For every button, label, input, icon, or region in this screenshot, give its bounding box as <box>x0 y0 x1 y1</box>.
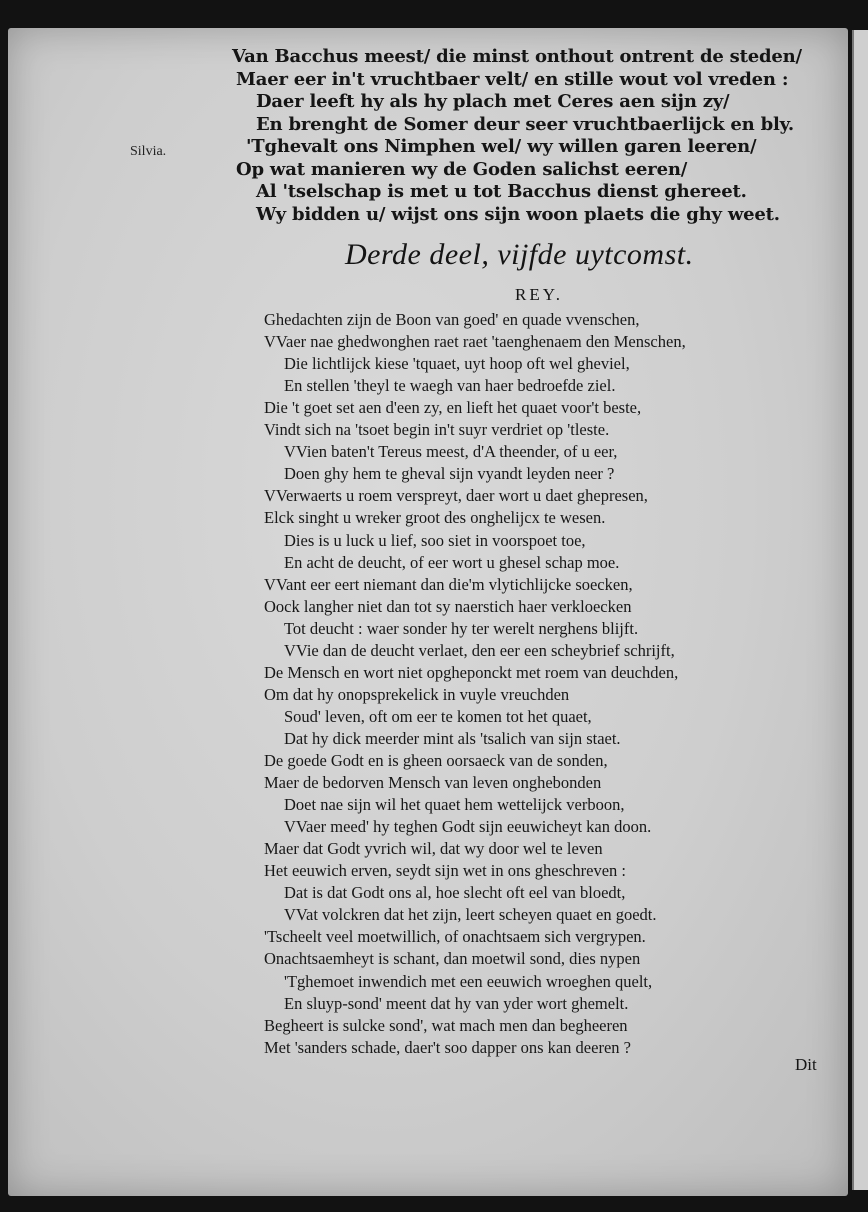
gothic-line: Maer eer in't vruchtbaer velt/ en stille wout vol vreden : <box>236 68 789 90</box>
verse-line: Het eeuwich erven, seydt sijn wet in ons gheschreven : <box>264 861 626 881</box>
verse-line: Die lichtlijck kiese 'tquaet, uyt hoop oft wel gheviel, <box>284 354 630 374</box>
verse-line: Tot deucht : waer sonder hy ter werelt nerghens blijft. <box>284 618 639 638</box>
gothic-line: 'Tghevalt ons Nimphen wel/ wy willen garen leeren/ <box>246 136 757 157</box>
verse-line: En sluyp-sond' meent dat hy van yder wort ghemelt. <box>284 993 629 1013</box>
verse-line: Elck singht u wreker groot des onghelijcx te wesen. <box>264 508 606 528</box>
verse-line: En stellen 'theyl te waegh van haer bedroefde ziel. <box>284 376 616 396</box>
verse-line: VVant eer eert niemant dan die'm vlytichlijcke soecken, <box>264 574 633 594</box>
verse-line: VVerwaerts u roem verspreyt, daer wort u daet ghepresen, <box>264 486 648 506</box>
catchword: Dit <box>795 1055 817 1074</box>
verse-line: Doen ghy hem te gheval sijn vyandt leyden neer ? <box>284 464 615 484</box>
chorus-label: REY. <box>515 285 564 304</box>
verse-line: Om dat hy onopsprekelick in vuyle vreuchden <box>264 684 570 704</box>
verse-line: Ghedachten zijn de Boon van goed' en quade vvenschen, <box>264 310 640 329</box>
verse-line: Dat is dat Godt ons al, hoe slecht oft eel van bloedt, <box>284 883 626 903</box>
verse-line: Soud' leven, oft om eer te komen tot het quaet, <box>284 706 592 726</box>
verse-line: VVien baten't Tereus meest, d'A theender, of u eer, <box>284 442 618 462</box>
verse-line: Doet nae sijn wil het quaet hem wettelijck verboon, <box>284 795 625 815</box>
verse-line: VVaer nae ghedwonghen raet raet 'taenghenaem den Menschen, <box>264 332 686 352</box>
facing-page-edge <box>852 30 868 1190</box>
verse-line: VVie dan de deucht verlaet, den eer een scheybrief schrijft, <box>284 640 675 660</box>
verse-line: Met 'sanders schade, daer't soo dapper ons kan deeren ? <box>264 1037 631 1057</box>
gothic-line: Al 'tselschap is met u tot Bacchus dienst ghereet. <box>256 181 747 202</box>
verse-line: Maer dat Godt yvrich wil, dat wy door wel te leven <box>264 839 603 859</box>
gothic-line: Van Bacchus meest/ die minst onthout ontrent de steden/ <box>232 46 802 67</box>
speaker-name: Silvia. <box>130 144 167 159</box>
verse-line: De goede Godt en is gheen oorsaeck van de sonden, <box>264 751 608 770</box>
verse-line: Maer de bedorven Mensch van leven onghebonden <box>264 773 602 793</box>
verse-line: Onachtsaemheyt is schant, dan moetwil sond, dies nypen <box>264 949 641 969</box>
verse-line: Dies is u luck u lief, soo siet in voorspoet toe, <box>284 530 586 550</box>
section-heading: Derde deel, vijfde uytcomst. <box>345 238 694 271</box>
verse-line: Oock langher niet dan tot sy naerstich haer verkloecken <box>264 596 632 616</box>
verse-line: Dat hy dick meerder mint als 'tsalich van sijn staet. <box>284 728 621 748</box>
verse-line: Begheert is sulcke sond', wat mach men dan begheeren <box>264 1015 628 1035</box>
verse-line: 'Tscheelt veel moetwillich, of onachtsaem sich vergrypen. <box>264 927 646 947</box>
gothic-line: Wy bidden u/ wijst ons sijn woon plaets die ghy weet. <box>256 203 780 225</box>
gothic-line: En brenght de Somer deur seer vruchtbaerlijck en bly. <box>256 113 794 135</box>
verse-line: VVaer meed' hy teghen Godt sijn eeuwicheyt kan doon. <box>284 817 652 837</box>
verse-line: VVat volckren dat het zijn, leert scheyen quaet en goedt. <box>284 905 657 925</box>
verse-line: En acht de deucht, of eer wort u ghesel schap moe. <box>284 552 620 572</box>
gothic-line: Daer leeft hy als hy plach met Ceres aen sijn zy/ <box>256 91 730 112</box>
verse-line: Die 't goet set aen d'een zy, en lieft het quaet voor't beste, <box>264 398 642 418</box>
verse-line: De Mensch en wort niet opgheponckt met roem van deuchden, <box>264 662 679 682</box>
verse-line: 'Tghemoet inwendich met een eeuwich wroeghen quelt, <box>284 971 653 991</box>
gothic-line: Op wat manieren wy de Goden salichst eeren/ <box>236 158 688 180</box>
verse-line: Vindt sich na 'tsoet begin in't suyr verdriet op 'tleste. <box>264 420 610 440</box>
